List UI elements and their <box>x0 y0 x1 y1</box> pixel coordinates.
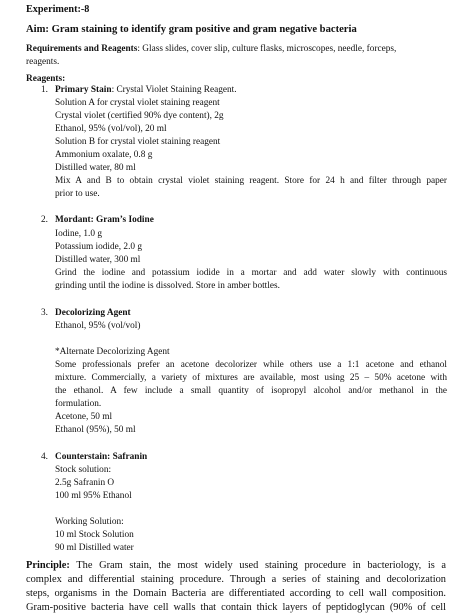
reagent-2-line: Distilled water, 300 ml <box>55 255 141 265</box>
reagent-4-line: 100 ml 95% Ethanol <box>55 491 132 501</box>
reagent-title-rest: : Crystal Violet Staining Reagent. <box>111 85 237 95</box>
reagent-title-4: Counterstain: Safranin <box>55 452 148 462</box>
reagent-3-line: Ethanol (95%), 50 ml <box>55 425 136 435</box>
reagent-3-line: Ethanol, 95% (vol/vol) <box>55 321 141 331</box>
principle-line-1 <box>26 560 446 572</box>
reagent-3-line: the ethanol. A few include a small quantity of isopropyl alcohol and/or methanol in the <box>55 386 447 396</box>
reagent-4-line: 10 ml Stock Solution <box>55 530 134 540</box>
reagent-1-line: prior to use. <box>55 189 100 199</box>
reagent-4-line: Stock solution: <box>55 465 112 475</box>
aim-line <box>26 24 357 36</box>
aim-text: Gram staining to identify gram positive and gram negative bacteria <box>51 24 357 35</box>
principle-line: steps, organisms in the Domain Bacteria are differentiated according to cell wall composition. <box>26 588 446 599</box>
reagent-title-3: Decolorizing Agent <box>55 308 131 318</box>
experiment-label: Experiment:-8 <box>26 4 90 15</box>
reagent-title-2: Mordant: Gram’s Iodine <box>55 215 154 225</box>
principle-label: Principle: <box>26 560 70 571</box>
reagent-1-line: Solution A for crystal violet staining reagent <box>55 98 220 108</box>
requirements-text: : Glass slides, cover slip, culture flasks, microscopes, needle, forceps, <box>137 44 397 54</box>
reagent-3-line: formulation. <box>55 399 102 409</box>
principle-line: complex and differential staining procedure. Through a series of staining and decolorization <box>26 574 446 585</box>
reagent-3-line: Acetone, 50 ml <box>55 412 113 422</box>
reagent-number-2: 2. <box>41 215 48 225</box>
reagent-3-line: mixture. Commercially, a variety of mixtures are available, most using 25 – 50% acetone with <box>55 373 447 383</box>
principle-text: The Gram stain, the most widely used staining procedure in bacteriology, is a <box>69 560 446 571</box>
reagent-1-line: Crystal violet (certified 90% dye content), 2g <box>55 111 224 121</box>
reagent-1-line: Distilled water, 80 ml <box>55 163 136 173</box>
reagent-3-line: *Alternate Decolorizing Agent <box>55 347 170 357</box>
reagent-4-line: Working Solution: <box>55 517 124 527</box>
reagents-heading: Reagents: <box>26 74 66 84</box>
reagent-1-line: Mix A and B to obtain crystal violet staining reagent. Store for 24 h and filter through paper <box>55 176 447 186</box>
reagent-2-line: Potassium iodide, 2.0 g <box>55 242 143 252</box>
aim-label: Aim: <box>26 24 49 35</box>
reagent-2-line: Grind the iodine and potassium iodide in a mortar and add water slowly with continuous <box>55 268 447 278</box>
reagent-number-1: 1. <box>41 85 48 95</box>
reagent-title-bold: Primary Stain <box>55 85 112 95</box>
reagent-1-line: Ethanol, 95% (vol/vol), 20 ml <box>55 124 167 134</box>
reagent-4-line: 2.5g Safranin O <box>55 478 115 488</box>
requirements-line-2: reagents. <box>26 57 60 67</box>
requirements-label: Requirements and Reagents <box>26 44 138 54</box>
reagent-title-1 <box>55 84 237 96</box>
reagent-4-line: 90 ml Distilled water <box>55 543 134 553</box>
reagent-2-line: grinding until the iodine is dissolved. Store in amber bottles. <box>55 281 280 291</box>
reagent-number-4: 4. <box>41 452 48 462</box>
reagent-3-line: Some professionals prefer an acetone decolorizer while others use a 1:1 acetone and ethanol <box>55 360 447 370</box>
requirements-line-1 <box>26 43 396 55</box>
reagent-number-3: 3. <box>41 308 48 318</box>
reagent-1-line: Ammonium oxalate, 0.8 g <box>55 150 153 160</box>
reagent-2-line: Iodine, 1.0 g <box>55 229 102 239</box>
reagent-1-line: Solution B for crystal violet staining reagent <box>55 137 221 147</box>
principle-line: Gram-positive bacteria have cell walls that contain thick layers of peptidoglycan (90% of cell <box>26 602 446 613</box>
